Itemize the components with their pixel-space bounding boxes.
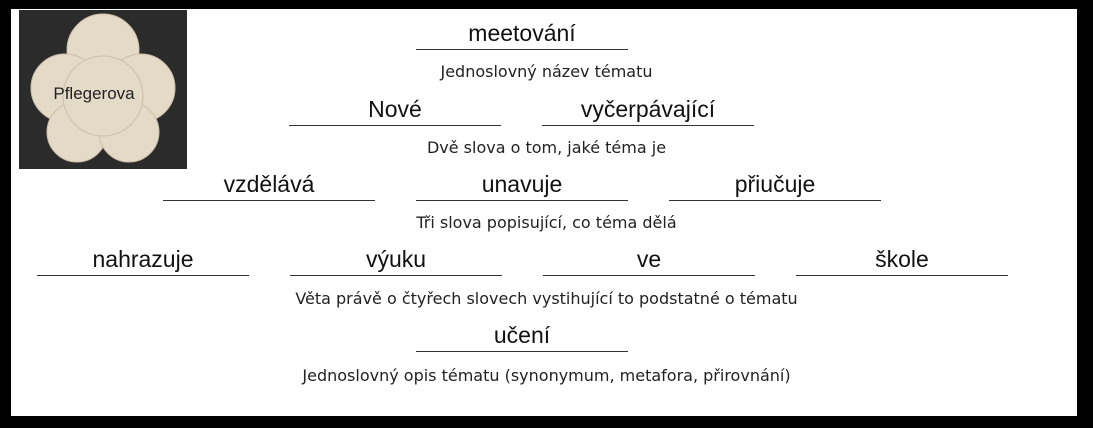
answer-text: Nové xyxy=(368,96,422,122)
answer-field-synonym[interactable] xyxy=(416,321,628,352)
answer-text: meetování xyxy=(468,20,576,46)
answer-text: učení xyxy=(493,322,551,348)
answer-field-sentence-1[interactable] xyxy=(37,245,249,276)
caption-line-5: Jednoslovný opis tématu (synonymum, metafora, přirovnání) xyxy=(302,366,791,385)
answer-text: nahrazuje xyxy=(92,246,194,272)
answer-text: výuku xyxy=(365,246,427,272)
answer-text: škole xyxy=(875,246,929,272)
answer-text: unavuje xyxy=(481,171,563,197)
answer-field-adjective-1[interactable] xyxy=(289,95,501,126)
answer-text: ve xyxy=(636,246,662,272)
answer-field-sentence-3[interactable] xyxy=(543,245,755,276)
answer-field-sentence-4[interactable] xyxy=(796,245,1008,276)
caption-line-4: Věta právě o čtyřech slovech vystihující to podstatné o tématu xyxy=(295,289,798,308)
answer-field-sentence-2[interactable] xyxy=(290,245,502,276)
caption-line-2: Dvě slova o tom, jaké téma je xyxy=(426,138,667,157)
answer-field-adjective-2[interactable] xyxy=(542,95,754,126)
answer-text: přiučuje xyxy=(734,171,816,197)
answer-field-verb-1[interactable] xyxy=(163,170,375,201)
answer-field-verb-2[interactable] xyxy=(416,170,628,201)
answer-field-verb-3[interactable] xyxy=(669,170,881,201)
answer-text: vzdělává xyxy=(223,171,315,197)
caption-line-3: Tři slova popisující, co téma dělá xyxy=(416,213,677,232)
answer-text: vyčerpávající xyxy=(580,96,716,122)
author-name: Pflegerova xyxy=(53,84,135,103)
caption-line-1: Jednoslovný název tématu xyxy=(440,62,653,81)
answer-field-topic[interactable] xyxy=(416,19,628,50)
